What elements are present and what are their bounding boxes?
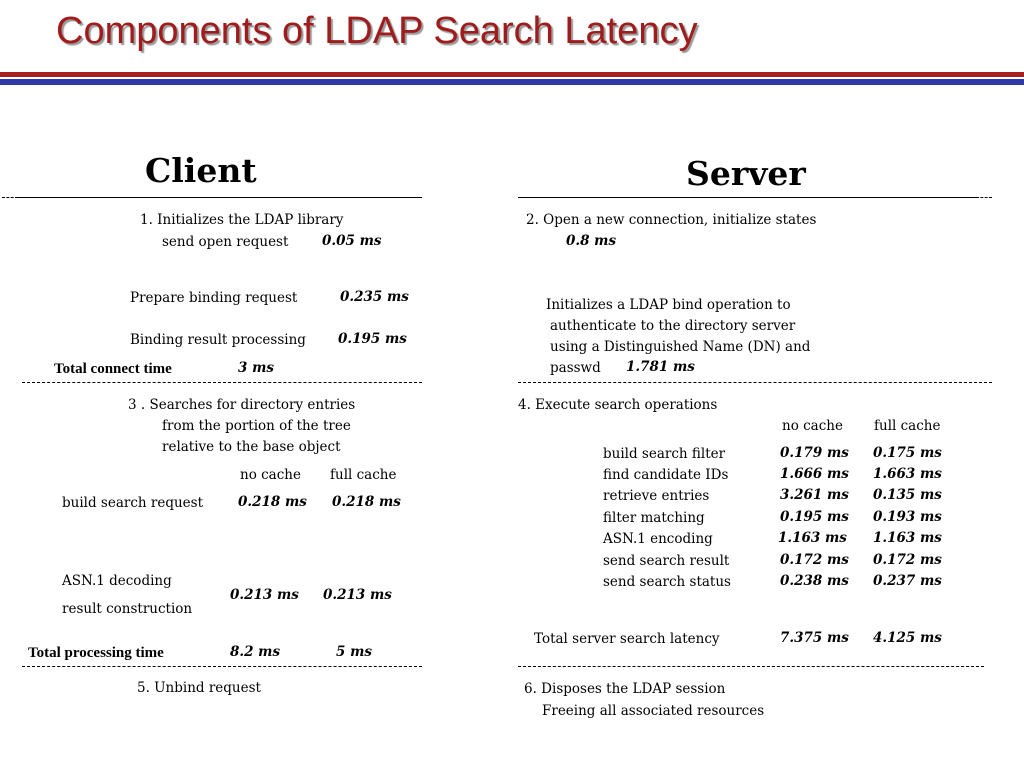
server-row-label: find candidate IDs	[603, 467, 729, 483]
server-row-label: send search status	[603, 574, 731, 590]
client-step1-value: 0.05 ms	[322, 233, 382, 249]
server-row-full-cache: 1.163 ms	[873, 530, 942, 546]
server-row-full-cache: 0.175 ms	[873, 445, 942, 461]
server-row-no-cache: 3.261 ms	[780, 487, 849, 503]
client-asn-decoding-line1: ASN.1 decoding	[62, 573, 172, 589]
server-row-full-cache: 0.172 ms	[873, 552, 942, 568]
server-row-label: ASN.1 encoding	[603, 531, 713, 547]
slide-title: Components of LDAP Search Latency	[56, 10, 698, 52]
server-row-no-cache: 0.238 ms	[780, 573, 849, 589]
client-step3-line3: relative to the base object	[162, 439, 341, 455]
server-row-no-cache: 1.666 ms	[780, 466, 849, 482]
server-step4: 4. Execute search operations	[518, 397, 718, 413]
server-total-latency-full-cache: 4.125 ms	[873, 630, 942, 646]
client-processing-divider	[22, 666, 422, 667]
client-total-processing-no-cache: 8.2 ms	[230, 644, 281, 660]
server-connect-divider	[518, 382, 992, 383]
server-step6-line1: 6. Disposes the LDAP session	[524, 681, 726, 697]
server-row-no-cache: 0.195 ms	[780, 509, 849, 525]
server-processing-divider	[518, 666, 984, 667]
server-bind-line4: passwd	[550, 360, 601, 376]
client-heading: Client	[145, 151, 257, 190]
server-col-full-cache: full cache	[874, 418, 941, 434]
server-row-label: retrieve entries	[603, 488, 710, 504]
client-build-search-label: build search request	[62, 495, 203, 511]
client-step5: 5. Unbind request	[137, 680, 261, 696]
server-step6-line2: Freeing all associated resources	[542, 703, 765, 719]
title-rule-red	[0, 72, 1024, 77]
client-step1-line2: send open request	[162, 234, 289, 250]
client-col-full-cache: full cache	[330, 467, 397, 483]
server-bind-line1: Initializes a LDAP bind operation to	[546, 297, 791, 313]
server-row-full-cache: 0.193 ms	[873, 509, 942, 525]
client-asn-decoding-no-cache: 0.213 ms	[230, 587, 299, 603]
client-step3-line2: from the portion of the tree	[162, 418, 351, 434]
client-step1-line1: 1. Initializes the LDAP library	[140, 212, 344, 228]
server-row-full-cache: 0.237 ms	[873, 573, 942, 589]
client-total-processing-full-cache: 5 ms	[336, 644, 372, 660]
server-total-latency-label: Total server search latency	[534, 631, 720, 647]
client-build-search-full-cache: 0.218 ms	[332, 494, 401, 510]
client-col-no-cache: no cache	[240, 467, 301, 483]
client-binding-result-value: 0.195 ms	[338, 331, 407, 347]
server-heading: Server	[686, 154, 806, 193]
client-top-dash	[2, 197, 18, 198]
server-top-rule	[518, 197, 976, 198]
client-asn-decoding-full-cache: 0.213 ms	[323, 587, 392, 603]
client-total-connect-value: 3 ms	[238, 360, 274, 376]
server-row-no-cache: 0.172 ms	[780, 552, 849, 568]
server-bind-value: 1.781 ms	[626, 359, 695, 375]
client-top-rule	[18, 197, 422, 198]
client-prepare-binding-value: 0.235 ms	[340, 289, 409, 305]
server-row-no-cache: 1.163 ms	[778, 530, 847, 546]
server-total-latency-no-cache: 7.375 ms	[780, 630, 849, 646]
client-build-search-no-cache: 0.218 ms	[238, 494, 307, 510]
server-row-label: filter matching	[603, 510, 705, 526]
server-row-label: send search result	[603, 553, 730, 569]
server-step2-line1: 2. Open a new connection, initialize states	[526, 212, 817, 228]
server-row-full-cache: 0.135 ms	[873, 487, 942, 503]
client-total-connect-label: Total connect time	[54, 361, 172, 377]
title-rule-blue	[0, 79, 1024, 85]
server-bind-line3: using a Distinguished Name (DN) and	[550, 339, 811, 355]
client-prepare-binding-label: Prepare binding request	[130, 290, 298, 306]
client-total-processing-label: Total processing time	[28, 645, 164, 661]
client-connect-divider	[22, 382, 422, 383]
server-row-no-cache: 0.179 ms	[780, 445, 849, 461]
client-asn-decoding-line2: result construction	[62, 601, 193, 617]
client-binding-result-label: Binding result processing	[130, 332, 306, 348]
server-col-no-cache: no cache	[782, 418, 843, 434]
server-row-label: build search filter	[603, 446, 726, 462]
server-bind-line2: authenticate to the directory server	[550, 318, 796, 334]
server-row-full-cache: 1.663 ms	[873, 466, 942, 482]
client-step3-line1: 3 . Searches for directory entries	[128, 397, 356, 413]
server-step2-value: 0.8 ms	[566, 233, 617, 249]
server-top-dash	[976, 197, 992, 198]
